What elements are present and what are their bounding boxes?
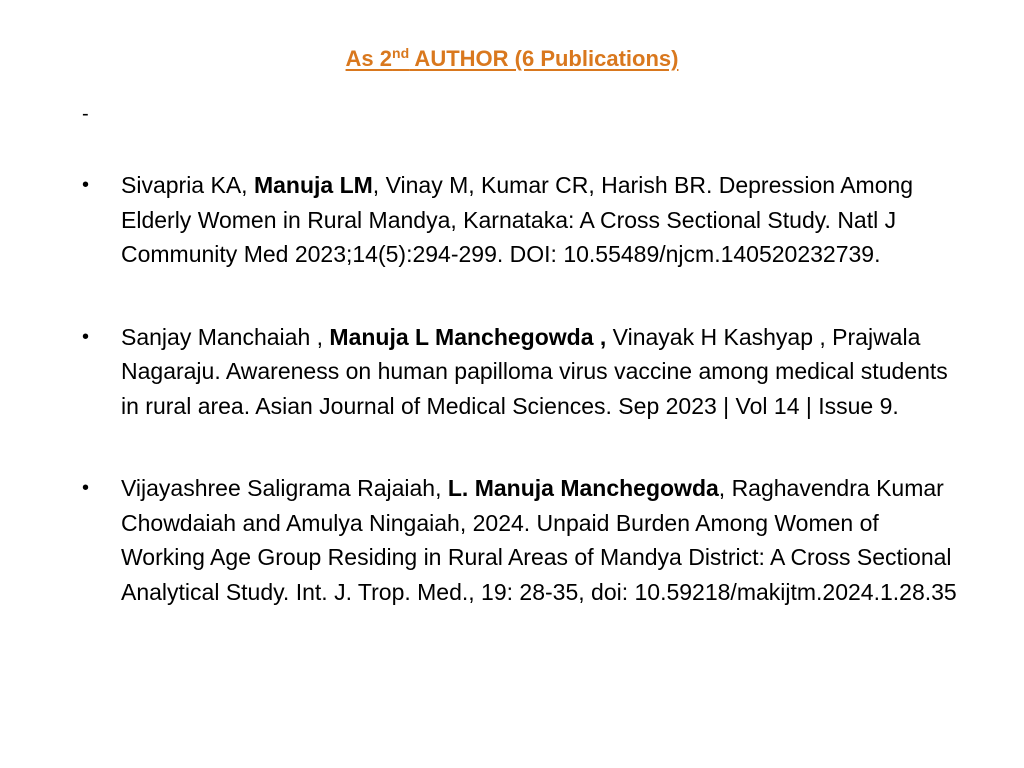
bullet-icon: • xyxy=(82,174,90,196)
publication-item xyxy=(82,168,962,272)
title-suffix: AUTHOR (6 Publications) xyxy=(409,46,679,71)
bullet-icon: • xyxy=(82,325,90,348)
bullet-icon: • xyxy=(82,477,90,499)
publication-item xyxy=(82,320,962,424)
slide-title xyxy=(0,46,1024,72)
dash-marker: - xyxy=(82,103,89,125)
publication-details: Vinayak H Kashyap , Prajwala Nagaraju. Awareness on human papilloma virus vaccine among medical students in rural area. Asian Journal of Medical Sciences. Sep 2023 | Vol 14 | Issue 9. xyxy=(121,323,948,419)
publication-authors-before: Sanjay Manchaiah , xyxy=(121,323,330,350)
publication-highlighted-author: Manuja LM xyxy=(253,172,373,198)
publication-details: , Vinay M, Kumar CR, Harish BR. Depression Among Elderly Women in Rural Mandya, Karnataka: A Cross Sectional Study. Natl J Community Med 2023;14(5):294-299. DOI: 10.55489/njcm.140520232739. xyxy=(121,172,914,267)
publication-highlighted-author: Manuja L Manchegowda , xyxy=(329,323,607,350)
publication-list xyxy=(82,168,962,657)
publication-details: , Raghavendra Kumar Chowdaiah and Amulya Ningaiah, 2024. Unpaid Burden Among Women of Working Age Group Residing in Rural Areas of Mandya District: A Cross Sectional Analytical Study. Int. J. Trop. Med., 19: 28-35, doi: 10.59218/makijtm.2024.1.28.35 xyxy=(121,475,957,605)
title-superscript: nd xyxy=(392,45,410,61)
publication-authors-before: Sivapria KA, xyxy=(121,172,254,198)
title-prefix: As 2 xyxy=(345,46,393,71)
publication-highlighted-author: L. Manuja Manchegowda xyxy=(447,475,719,501)
publication-item xyxy=(82,471,962,609)
publication-authors-before: Vijayashree Saligrama Rajaiah, xyxy=(121,475,448,501)
